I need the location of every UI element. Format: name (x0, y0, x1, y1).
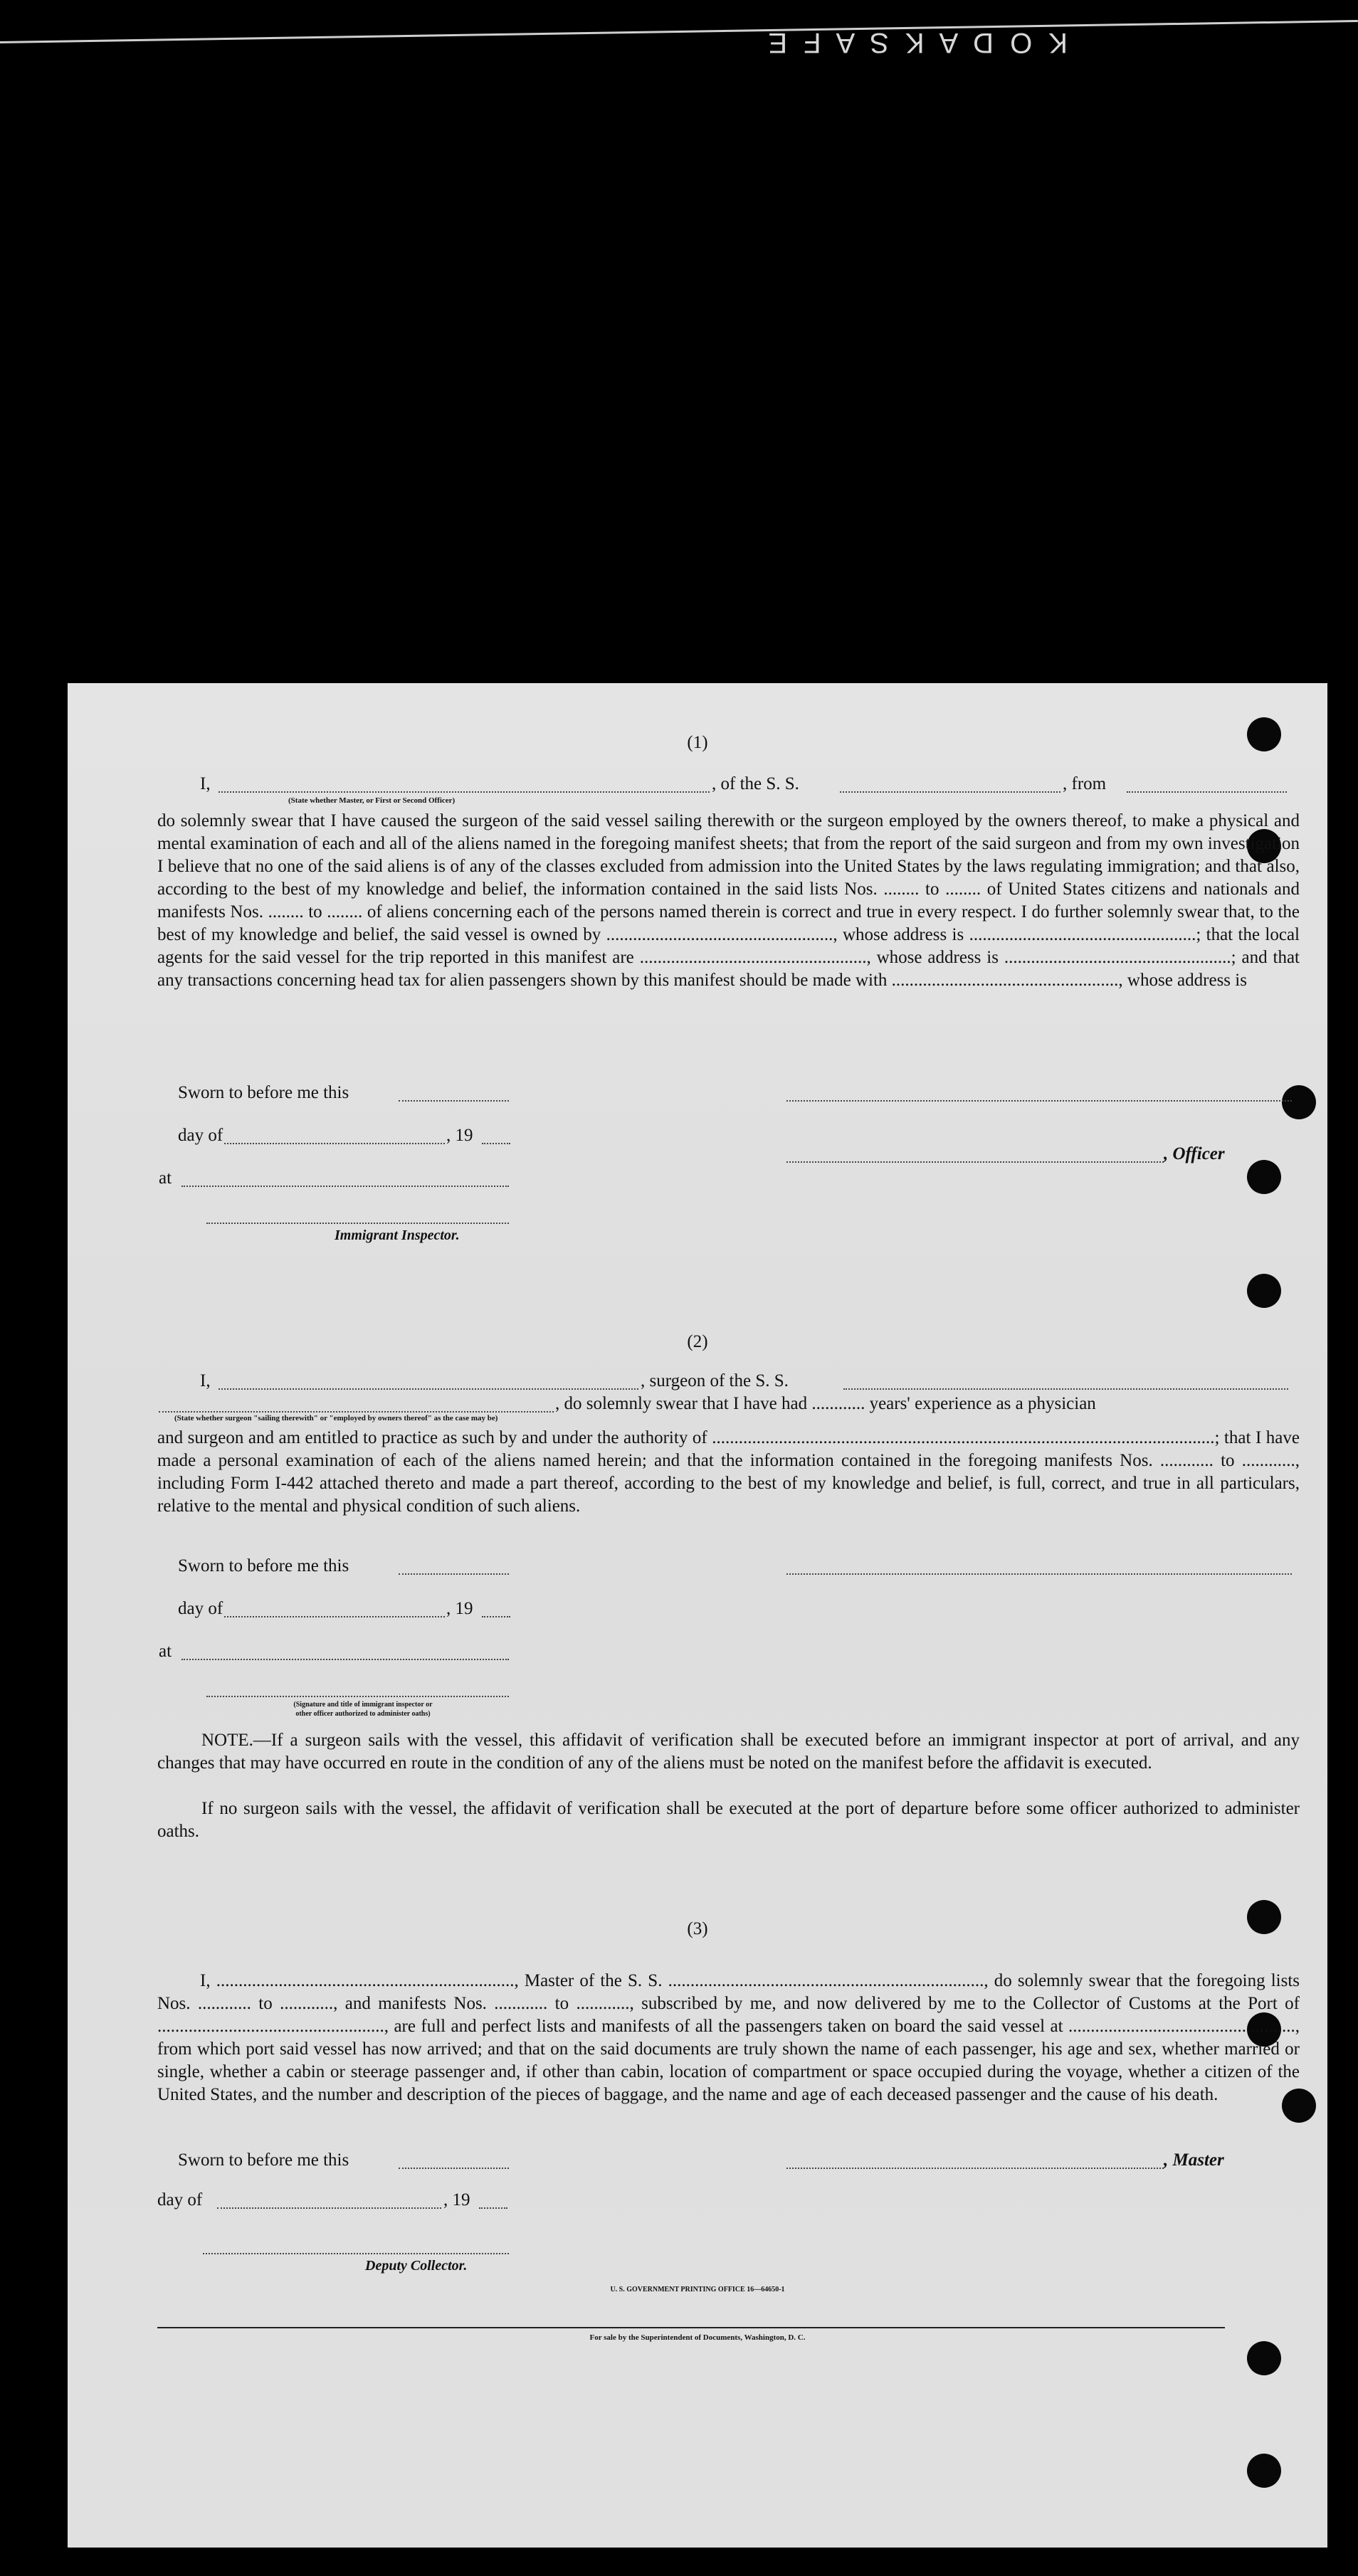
surgeon-note: (State whether surgeon "sailing therewith" or "employed by owners thereof" as the case may be) (174, 1414, 498, 1422)
from-port-line (1127, 791, 1287, 793)
section-2-swear: , do solemnly swear that I have had ............ years' experience as a physician (555, 1394, 1096, 1413)
section-2-body: and surgeon and am entitled to practice as such by and under the authority of .................................................................................................................; that I have made a personal examination of each of the aliens named herein; and that the information contained in the foregoing manifests Nos. ............ to ............, including Form I-442 attached thereto and made a part thereof, according to the best of my knowledge and belief, is full, correct, and true in all particulars, relative to the mental and physical condition of such aliens. (157, 1428, 1300, 1516)
section-2-sworn: Sworn to before me this (178, 1556, 349, 1575)
section-2-surgeon-of: , surgeon of the S. S. (641, 1371, 789, 1390)
section-3-day-of: day of (157, 2190, 203, 2210)
section-1-at: at (159, 1168, 172, 1188)
section-3-master: , Master (1164, 2150, 1224, 2170)
punch-hole (1282, 1085, 1316, 1119)
punch-hole (1247, 2454, 1281, 2488)
printing-office-line: U. S. GOVERNMENT PRINTING OFFICE 16—64650-1 (610, 2286, 785, 2293)
section-1-of-ss: , of the S. S. (712, 774, 799, 793)
officer-name-line (219, 791, 710, 793)
punch-hole (1247, 1274, 1281, 1308)
signature-note-2: other officer authorized to administer oaths) (295, 1710, 431, 1718)
section-3-year: , 19 (443, 2190, 470, 2210)
master-signature-line (786, 2168, 1164, 2169)
section-1-officer: , Officer (1164, 1144, 1225, 1163)
officer-note: (State whether Master, or First or Second Officer) (288, 796, 456, 805)
section-2-year: , 19 (446, 1599, 473, 1618)
section-3-body: I, ..................................................................., Master of the S. S. ......................................................................., do solemnly swear that the foregoing lists Nos. ............ to ............, and manifests Nos. ............ to ............, subscribed by me, and now delivered by me to the Collector of Customs at the Port of ..................................................., are full and perfect lists and manifests of all the passengers taken on board the said vessel at ..................................................., from which port said vessel has now arrived; and that on the said documents are truly shown the name of each passenger, his age and sex, whether married or single, whether a cabin or steerage passenger and, if other than cabin, location of compartment or space occupied during the voyage, whether a citizen of the United States, and the number and description of the pieces of baggage, and the name and age of each deceased passenger and the cause of his death. (157, 1971, 1300, 2104)
month-line-3 (217, 2207, 441, 2209)
section-1-sworn: Sworn to before me this (178, 1083, 349, 1102)
section-1-year: , 19 (446, 1126, 473, 1145)
section-1-body: do solemnly swear that I have caused the surgeon of the said vessel sailing therewith or the surgeon employed by the owners thereof, to make a physical and mental examination of each and all of the aliens named in the foregoing manifest sheets; that from the report of the said surgeon and from my own investigation I believe that no one of the said aliens is of any of the classes excluded from admission into the United States by the laws regulating immigration; and that also, according to the best of my knowledge and belief, the information contained in the said lists Nos. ........ to ........ of United States citizens and nationals and manifests Nos. ........ to ........ of aliens concerning each of the persons named therein is correct and true in every respect. I do further solemnly swear that, to the best of my knowledge and belief, the said vessel is owned by ..................................................., whose address is ...................................................; that the local agents for the said vessel for the trip reported in this manifest are ..................................................., whose address is ...................................................; and that any transactions concerning head tax for alien passengers shown by this manifest should be made with ..................................................., whose address is (157, 811, 1300, 990)
signature-note-1: (Signature and title of immigrant inspector or (293, 1701, 433, 1709)
place-line-2 (181, 1659, 509, 1660)
section-2-at: at (159, 1642, 172, 1661)
section-2-i: I, (200, 1371, 211, 1390)
year-line-3 (479, 2207, 507, 2209)
surgeon-name-line (219, 1388, 638, 1390)
section-2-note: NOTE.—If a surgeon sails with the vessel, this affidavit of verification shall be executed before an immigrant inspector at port of arrival, and any changes that may have occurred en route in the condition of any of the aliens must be noted on the manifest before the affidavit is executed. (157, 1731, 1300, 1773)
deputy-collector-label: Deputy Collector. (365, 2258, 468, 2274)
surgeon-signature-line (786, 1573, 1292, 1575)
surgeon-vessel-line (843, 1388, 1288, 1390)
film-edge-text: K O D A K S A F E (764, 27, 1068, 58)
section-2-day-of: day of (178, 1599, 223, 1618)
section-2-number: (2) (687, 1332, 708, 1351)
officer-signature-line (786, 1100, 1292, 1102)
manifest-verification-sheet (68, 683, 1327, 2548)
inspector-signature-line-2 (206, 1696, 509, 1697)
section-2-note-no-surgeon: If no surgeon sails with the vessel, the affidavit of verification shall be executed at the port of departure before some officer authorized to administer oaths. (157, 1799, 1300, 1841)
place-line (181, 1186, 509, 1187)
section-1-day-of: day of (178, 1126, 223, 1145)
punch-hole (1247, 1160, 1281, 1194)
month-line (224, 1143, 445, 1144)
surgeon-status-line (159, 1411, 554, 1413)
section-1-number: (1) (687, 733, 708, 752)
officer-title-line (786, 1161, 1164, 1163)
immigrant-inspector-label: Immigrant Inspector. (335, 1228, 460, 1243)
footer-rule (157, 2327, 1225, 2328)
section-3-number: (3) (687, 1919, 708, 1938)
punch-hole (1247, 2341, 1281, 2375)
sworn-date-line-3 (399, 2168, 509, 2169)
section-1-from: , from (1063, 774, 1107, 793)
year-line (482, 1143, 510, 1144)
sworn-date-line (399, 1100, 509, 1102)
section-1-i: I, (200, 774, 211, 793)
sworn-date-line-2 (399, 1573, 509, 1575)
year-line-2 (482, 1616, 510, 1617)
month-line-2 (224, 1616, 445, 1617)
for-sale-line: For sale by the Superintendent of Documents, Washington, D. C. (589, 2333, 806, 2342)
section-3-sworn: Sworn to before me this (178, 2150, 349, 2170)
vessel-name-line (840, 791, 1060, 793)
